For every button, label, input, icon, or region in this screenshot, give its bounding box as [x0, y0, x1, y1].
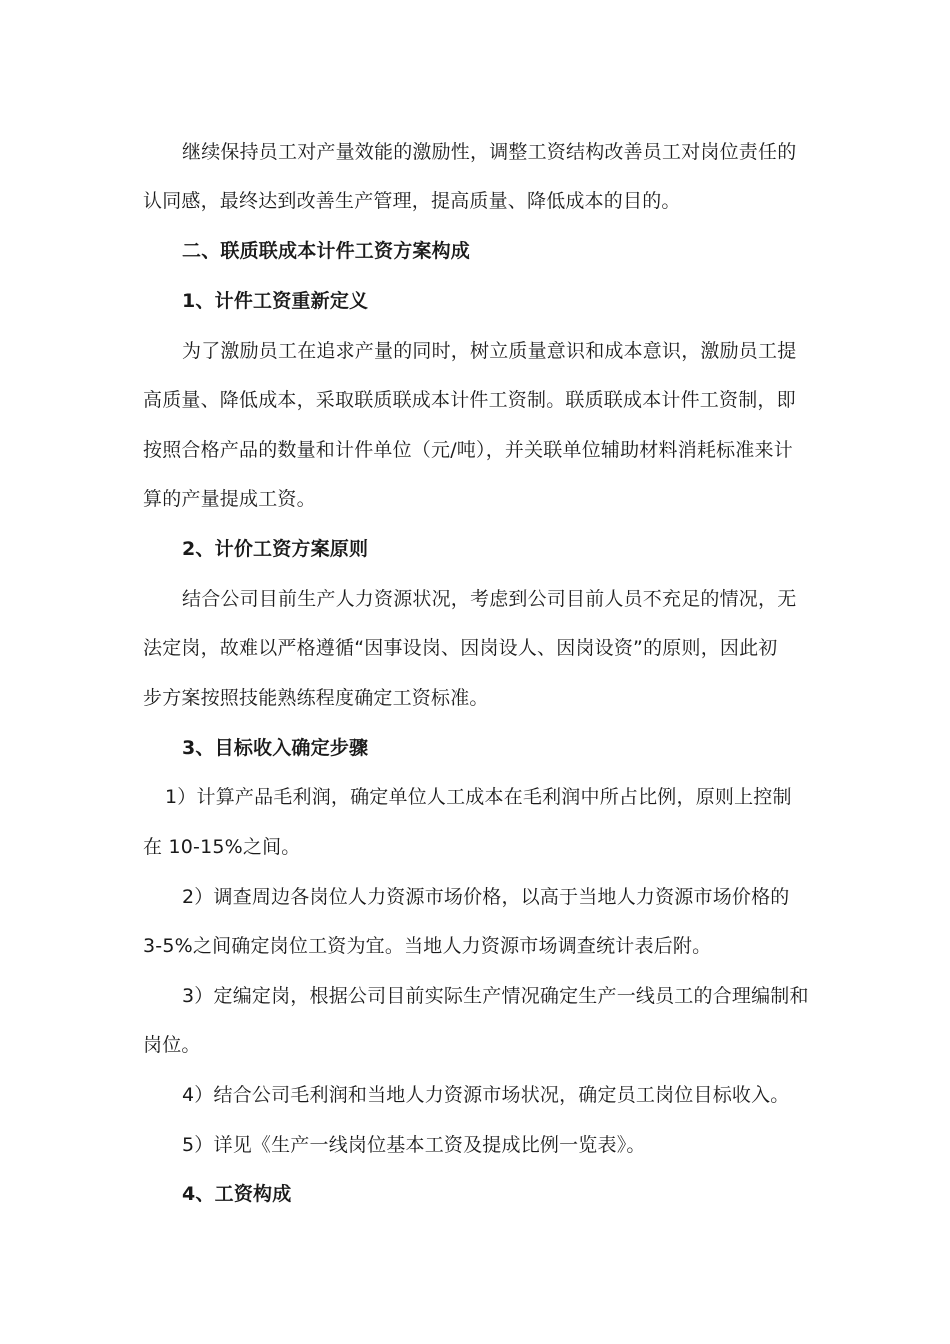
list-item-line: 岗位。: [143, 1034, 201, 1056]
list-item-line: 在 10-15%之间。: [143, 836, 301, 858]
paragraph-line: 算的产量提成工资。: [143, 488, 316, 510]
paragraph-line: 继续保持员工对产量效能的激励性，调整工资结构改善员工对岗位责任的: [182, 141, 797, 163]
paragraph-line: 法定岗，故难以严格遵循“因事设岗、因岗设人、因岗设资”的原则，因此初: [143, 637, 778, 659]
list-item-line: 3）定编定岗，根据公司目前实际生产情况确定生产一线员工的合理编制和: [182, 985, 809, 1007]
subsection-heading: 1、计件工资重新定义: [182, 290, 369, 312]
list-item-line: 4）结合公司毛利润和当地人力资源市场状况，确定员工岗位目标收入。: [182, 1084, 790, 1106]
list-item-line: 1）计算产品毛利润，确定单位人工成本在毛利润中所占比例，原则上控制: [165, 786, 792, 808]
paragraph-line: 高质量、降低成本，采取联质联成本计件工资制。联质联成本计件工资制，即: [143, 389, 796, 411]
paragraph-line: 为了激励员工在追求产量的同时，树立质量意识和成本意识，激励员工提: [182, 340, 797, 362]
list-item-line: 2）调查周边各岗位人力资源市场价格，以高于当地人力资源市场价格的: [182, 886, 790, 908]
section-heading: 二、联质联成本计件工资方案构成: [182, 240, 471, 262]
list-item-line: 3-5%之间确定岗位工资为宜。当地人力资源市场调查统计表后附。: [143, 935, 712, 957]
subsection-heading: 2、计价工资方案原则: [182, 538, 369, 560]
list-item-line: 5）详见《生产一线岗位基本工资及提成比例一览表》。: [182, 1134, 646, 1156]
paragraph-line: 步方案按照技能熟练程度确定工资标准。: [143, 687, 489, 709]
paragraph-line: 结合公司目前生产人力资源状况，考虑到公司目前人员不充足的情况，无: [182, 588, 797, 610]
paragraph-line: 认同感，最终达到改善生产管理，提高质量、降低成本的目的。: [143, 190, 681, 212]
subsection-heading: 3、目标收入确定步骤: [182, 737, 369, 759]
subsection-heading: 4、工资构成: [182, 1183, 292, 1205]
paragraph-line: 按照合格产品的数量和计件单位（元/吨），并关联单位辅助材料消耗标准来计: [143, 439, 793, 461]
